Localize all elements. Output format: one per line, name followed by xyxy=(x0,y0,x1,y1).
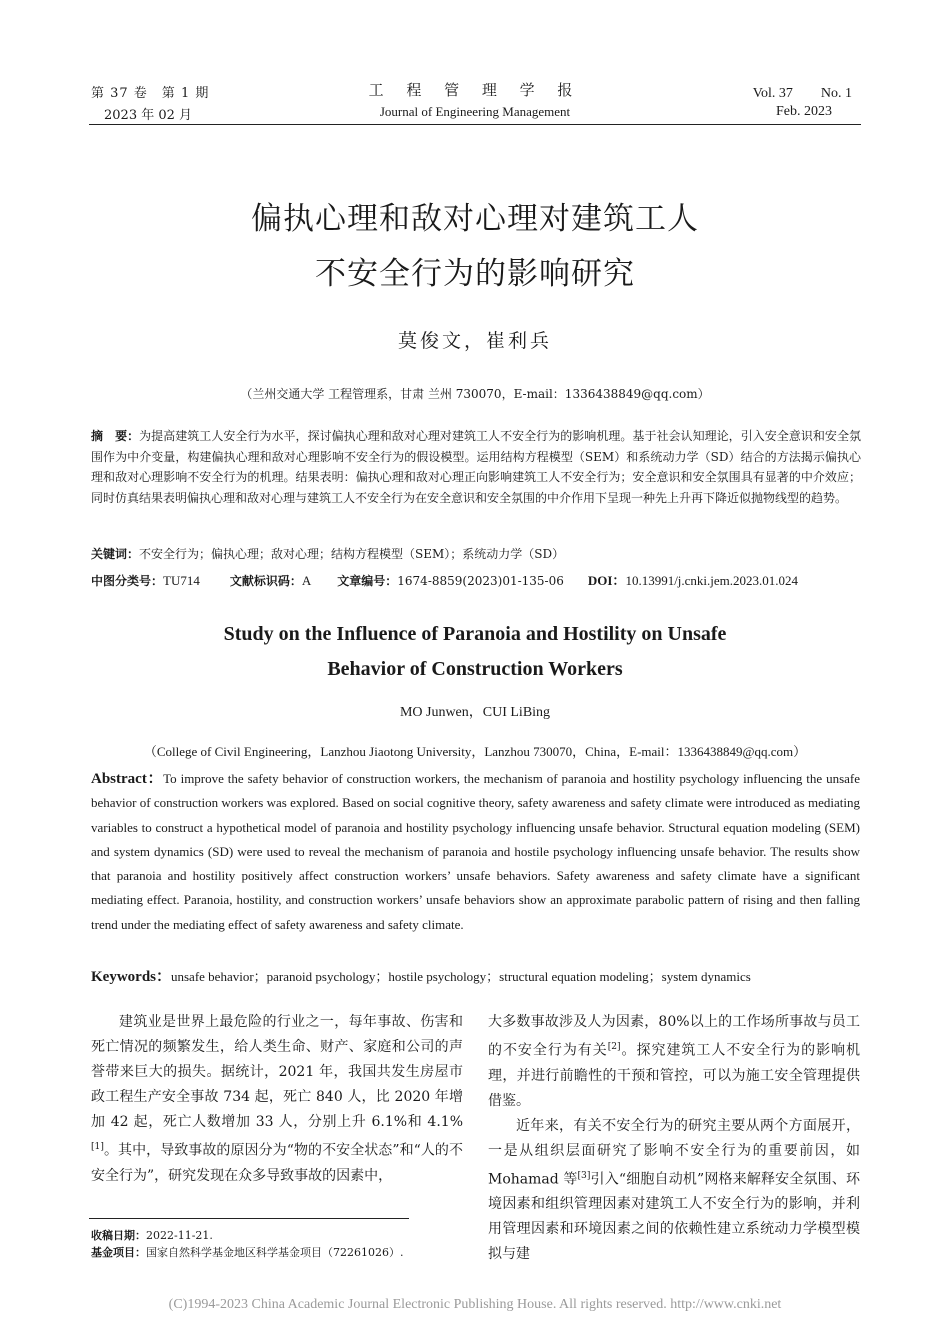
body-right-text-a: 大多数事故涉及人为因素，80%以上的工作场所事故与员工的不安全行为有关 xyxy=(488,1014,860,1059)
header-date: 2023 年 02 月 xyxy=(104,108,193,123)
header-rule xyxy=(89,124,861,125)
en-authors: MO Junwen，CUI LiBing xyxy=(399,705,551,720)
cn-abstract-label: 摘 要： xyxy=(91,429,140,443)
citation-1[interactable]: [1] xyxy=(91,1142,104,1152)
body-right-paragraph-1 xyxy=(488,1010,860,1114)
body-left-text-a: 建筑业是世界上最危险的行业之一，每年事故、伤害和死亡情况的频繁发生，给人类生命、财产、家庭和公司的声誉带来巨大的损失。据统计，2021 年，我国共发生房屋市政工程生产安全事故 734 起，死亡 840 人，比 2020 年增加 42 起，死亡人数增加 33 人，分别上升 6.1%和 4.1% xyxy=(91,1014,463,1130)
clc-label: 中图分类号： xyxy=(91,574,164,588)
cn-title-line2: 不安全行为的影响研究 xyxy=(315,256,635,292)
en-title-line1: Study on the Influence of Paranoia and Hostility on Unsafe xyxy=(223,623,727,645)
body-right-p2-text-b: 引入“细胞自动机”网格来解释安全氛围、环境因素和组织管理因素对建筑工人不安全行为的影响，并利用管理因素和环境因素之间的依赖性建立系统动力学模型模拟与建 xyxy=(488,1171,860,1263)
cn-keywords-label: 关键词： xyxy=(91,547,140,561)
cn-abstract xyxy=(91,426,861,508)
received-value: 2022-11-21. xyxy=(146,1229,213,1242)
doc-code-label: 文献标识码： xyxy=(229,574,302,588)
copyright-notice: (C)1994-2023 China Academic Journal Electronic Publishing House. All rights reserved. http://www.cnki.net xyxy=(168,1297,782,1312)
received-label: 收稿日期： xyxy=(91,1229,146,1242)
en-keywords-label: Keywords： xyxy=(91,969,171,985)
fund-label: 基金项目： xyxy=(91,1246,146,1259)
en-keywords xyxy=(91,965,861,986)
footnote-rule xyxy=(89,1218,409,1219)
header-vol-no: Vol. 37 No. 1 xyxy=(752,86,852,101)
cn-classification-line xyxy=(91,570,861,589)
en-keywords-text: unsafe behavior；paranoid psychology；hostile psychology；structural equation modeling；system dynamics xyxy=(171,969,751,984)
body-left-paragraph xyxy=(91,1010,463,1189)
en-affiliation: （College of Civil Engineering，Lanzhou Jiaotong University，Lanzhou 730070，China，E-mail：1336438849@qq.com） xyxy=(143,744,807,759)
clc-value: TU714 xyxy=(163,573,200,588)
footnote-received xyxy=(91,1227,213,1243)
header-journal-cn: 工 程 管 理 学 报 xyxy=(368,81,582,99)
body-left-text-b: 。其中，导致事故的原因分为“物的不安全状态”和“人的不安全行为”，研究发现在众多导致事故的因素中， xyxy=(91,1142,463,1184)
body-right-text-b: 。探究建筑工人不安全行为的影响机理，并进行前瞻性的干预和管控，可以为施工安全管理提供借鉴。 xyxy=(488,1042,860,1109)
body-right-column xyxy=(488,1010,860,1267)
doi-label: DOI： xyxy=(587,573,626,588)
en-title-line2: Behavior of Construction Workers xyxy=(327,658,623,680)
article-no-value: 1674-8859(2023)01-135-06 xyxy=(397,574,564,588)
body-right-p2-text-a: 近年来，有关不安全行为的研究主要从两个方面展开，一是从组织层面研究了影响不安全行为的重要前因，如 Mohamad 等 xyxy=(488,1117,860,1188)
en-abstract xyxy=(91,767,860,937)
cn-authors: 莫俊文，崔利兵 xyxy=(397,330,552,352)
cn-keywords xyxy=(91,545,861,562)
citation-2[interactable]: [2] xyxy=(607,1042,621,1052)
en-abstract-text: To improve the safety behavior of construction workers, the mechanism of paranoia and hostility psychology influencing the unsafe behavior of construction workers was explored. Based on social cognitive theory, safety awareness and safety climate were introduced as mediating variables to construct a hypothetical model of paranoia and hostility psychology influencing unsafe behavior. Structural equation modeling (SEM) and system dynamics (SD) were used to reveal the mechanism of paranoia and hostile psychology influencing unsafe behavior. The results show that paranoia and hostility positively affect construction workers’ unsafe behaviors. Safety awareness and safety climate have a significant mediating effect. Paranoia, hostility, and construction workers’ unsafe behaviors show an approximate parabolic pattern of rising and then falling trend under the mediating effect of safety awareness and safety climate. xyxy=(91,771,860,932)
citation-3[interactable]: [3] xyxy=(577,1170,591,1181)
body-right-paragraph-2 xyxy=(488,1114,860,1268)
article-no-label: 文章编号： xyxy=(337,574,398,588)
cn-affiliation: （兰州交通大学 工程管理系，甘肃 兰州 730070，E-mail：1336438849@qq.com） xyxy=(240,387,710,401)
cn-title-line1: 偏执心理和敌对心理对建筑工人 xyxy=(251,201,699,237)
footnote-fund xyxy=(91,1244,403,1260)
doc-code-value: A xyxy=(301,573,312,588)
doi-value: 10.13991/j.cnki.jem.2023.01.024 xyxy=(625,573,799,588)
cn-keywords-text: 不安全行为；偏执心理；敌对心理；结构方程模型（SEM）；系统动力学（SD） xyxy=(139,547,565,561)
header-journal-en: Journal of Engineering Management xyxy=(379,104,571,119)
fund-value: 国家自然科学基金地区科学基金项目（72261026）. xyxy=(146,1246,404,1259)
header-volume-issue: 第 37 卷 第 1 期 xyxy=(91,86,210,101)
en-abstract-label: Abstract： xyxy=(91,771,164,787)
header-month: Feb. 2023 xyxy=(776,104,832,119)
cn-abstract-text: 为提高建筑工人安全行为水平，探讨偏执心理和敌对心理对建筑工人不安全行为的影响机理。基于社会认知理论，引入安全意识和安全氛围作为中介变量，构建偏执心理和敌对心理影响不安全行为的假设模型。运用结构方程模型（SEM）和系统动力学（SD）结合的方法揭示偏执心理和敌对心理影响不安全行为的机理。结果表明：偏执心理和敌对心理正向影响建筑工人不安全行为；安全意识和安全氛围具有显著的中介效应；同时仿真结果表明偏执心理和敌对心理与建筑工人不安全行为在安全意识和安全氛围的中介作用下呈现一种先上升再下降近似抛物线型的趋势。 xyxy=(91,429,861,505)
